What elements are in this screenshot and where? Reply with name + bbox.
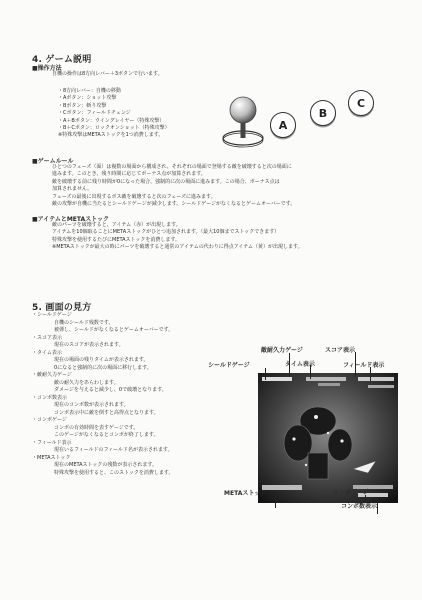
label-meta-stock: METAストック bbox=[224, 490, 267, 497]
label-combo-gauge: コンボゲージ bbox=[333, 489, 369, 496]
rules-line: フェーズの最後に出現するボス敵を破壊すると次のフェーズに進みます。 bbox=[52, 193, 216, 200]
label-score: スコア表示 bbox=[325, 347, 356, 354]
legend-head: ・スコア表示 bbox=[32, 334, 63, 341]
joystick-icon bbox=[218, 88, 278, 158]
items-line: アイテムを10個取ることにMETAストックがひとつ追加されます。（最大10個までストックできます） bbox=[52, 229, 280, 236]
operation-item: ・8方向レバー：自機の移動 bbox=[58, 88, 121, 94]
operation-item: ・Aボタン：ショット攻撃 bbox=[58, 95, 117, 102]
legend-line: 特殊攻撃を使用すると、このストックを消費します。 bbox=[54, 469, 174, 476]
legend-head: ・タイム表示 bbox=[32, 349, 62, 356]
operation-heading: ■操作方法 bbox=[32, 65, 62, 72]
button-c-icon: C bbox=[348, 90, 374, 116]
legend-line: 現在のMETAストックの残数が表示されます。 bbox=[54, 462, 158, 468]
legend-head: ・フィールド表示 bbox=[32, 439, 72, 446]
game-screen-image bbox=[258, 373, 398, 503]
legend-head: ・コンボ数表示 bbox=[32, 394, 68, 401]
rules-text bbox=[52, 164, 295, 208]
legend-head: ・コンボゲージ bbox=[32, 417, 67, 423]
label-combo-count: コンボ数表示 bbox=[341, 503, 378, 510]
rules-line: 敵を破壊する前に残り時間が0になった場合、強制的に次の場面に進みます。この場合、ボーナス点は bbox=[52, 178, 280, 185]
legend-line: 現在のコンボ数が表示されます。 bbox=[54, 402, 129, 408]
legend-line: 自機のシールド残数です。 bbox=[54, 319, 114, 326]
label-enemy-gauge: 敵耐久力ゲージ bbox=[261, 347, 303, 354]
legend-line: 現在いるフィールドのフィールド名が表示されます。 bbox=[54, 447, 173, 453]
operation-list bbox=[58, 88, 170, 140]
legend-head: ・敵耐久力ゲージ bbox=[32, 372, 72, 378]
legend-line: コンボ表示中に敵を倒すと高得点となります。 bbox=[54, 409, 159, 416]
label-time: タイム表示 bbox=[285, 361, 315, 368]
legend-line: ダメージを与えると減少し、0で破壊となります。 bbox=[54, 387, 167, 393]
section4-title: 4. ゲーム説明 bbox=[32, 55, 92, 65]
legend-line: 0になると強制的に次の場面に移行します。 bbox=[54, 364, 152, 371]
rules-heading: ■ゲームルール bbox=[32, 158, 74, 165]
operation-item: ・A＋Bボタン：ウイングレイヤー（特殊攻撃） bbox=[58, 117, 165, 124]
operation-intro: 自機の操作は8方向レバー＋3ボタンで行います。 bbox=[52, 71, 163, 77]
operation-item: ・Bボタン：斬り攻撃 bbox=[58, 102, 107, 109]
controller-illustration bbox=[218, 88, 388, 158]
legend-line: 現在の場面の残りタイムが表示されます。 bbox=[54, 357, 149, 363]
items-text bbox=[52, 222, 303, 252]
rules-line: 敵の攻撃が自機に当たるとシールドゲージが減少します。シールドゲージがなくなるとゲームオーバーです。 bbox=[52, 201, 296, 208]
items-heading: ■アイテムとMETAストック bbox=[32, 216, 109, 223]
section5-title: 5. 画面の見方 bbox=[32, 303, 92, 313]
legend-line: コンボの有効時間を表すゲージです。 bbox=[54, 424, 139, 431]
rules-line: ひとつのフェーズ（面）は複数の場面から構成され、それぞれの場面で登場する敵を破壊すると次の場面に bbox=[52, 164, 292, 170]
label-shield: シールドゲージ bbox=[208, 362, 250, 369]
legend-line: 敵の耐久力をあらわします。 bbox=[54, 379, 119, 386]
operation-item: ・Cボタン：フィールドチェンジ bbox=[58, 110, 131, 117]
button-a-icon: A bbox=[270, 112, 296, 138]
button-b-icon: B bbox=[310, 100, 336, 126]
screen-legend bbox=[32, 312, 173, 477]
legend-head: ・シールドゲージ bbox=[32, 312, 72, 318]
legend-line: 被弾し、シールドがなくなるとゲームオーバーです。 bbox=[54, 327, 174, 333]
operation-item: ※特殊攻撃はMETAストックを1つ消費します。 bbox=[58, 132, 164, 139]
items-line: 敵のパーツを破壊すると、アイテム（赤）が出現します。 bbox=[52, 222, 181, 228]
rules-line: 進みます。このとき、残り時間に応じてボーナス点が加算されます。 bbox=[52, 171, 206, 178]
legend-line: このゲージがなくなるとコンボが終了します。 bbox=[54, 432, 159, 438]
legend-head: ・METAストック bbox=[32, 454, 71, 461]
items-line: ※METAストックが最大の時にパーツを破壊すると通常のアイテムの代わりに得点アイテム（黄）が出現します。 bbox=[52, 244, 303, 251]
items-line: 特殊攻撃を使用するたびにMETAストックを消費します。 bbox=[52, 236, 181, 243]
label-field: フィールド表示 bbox=[343, 362, 385, 369]
operation-item: ・B＋Cボタン：ロックオンショット（特殊攻撃） bbox=[58, 125, 170, 132]
legend-line: 現在のスコアが表示されます。 bbox=[54, 342, 124, 348]
rules-line: 加算されません。 bbox=[52, 186, 93, 193]
game-screenshot-diagram bbox=[205, 340, 405, 520]
